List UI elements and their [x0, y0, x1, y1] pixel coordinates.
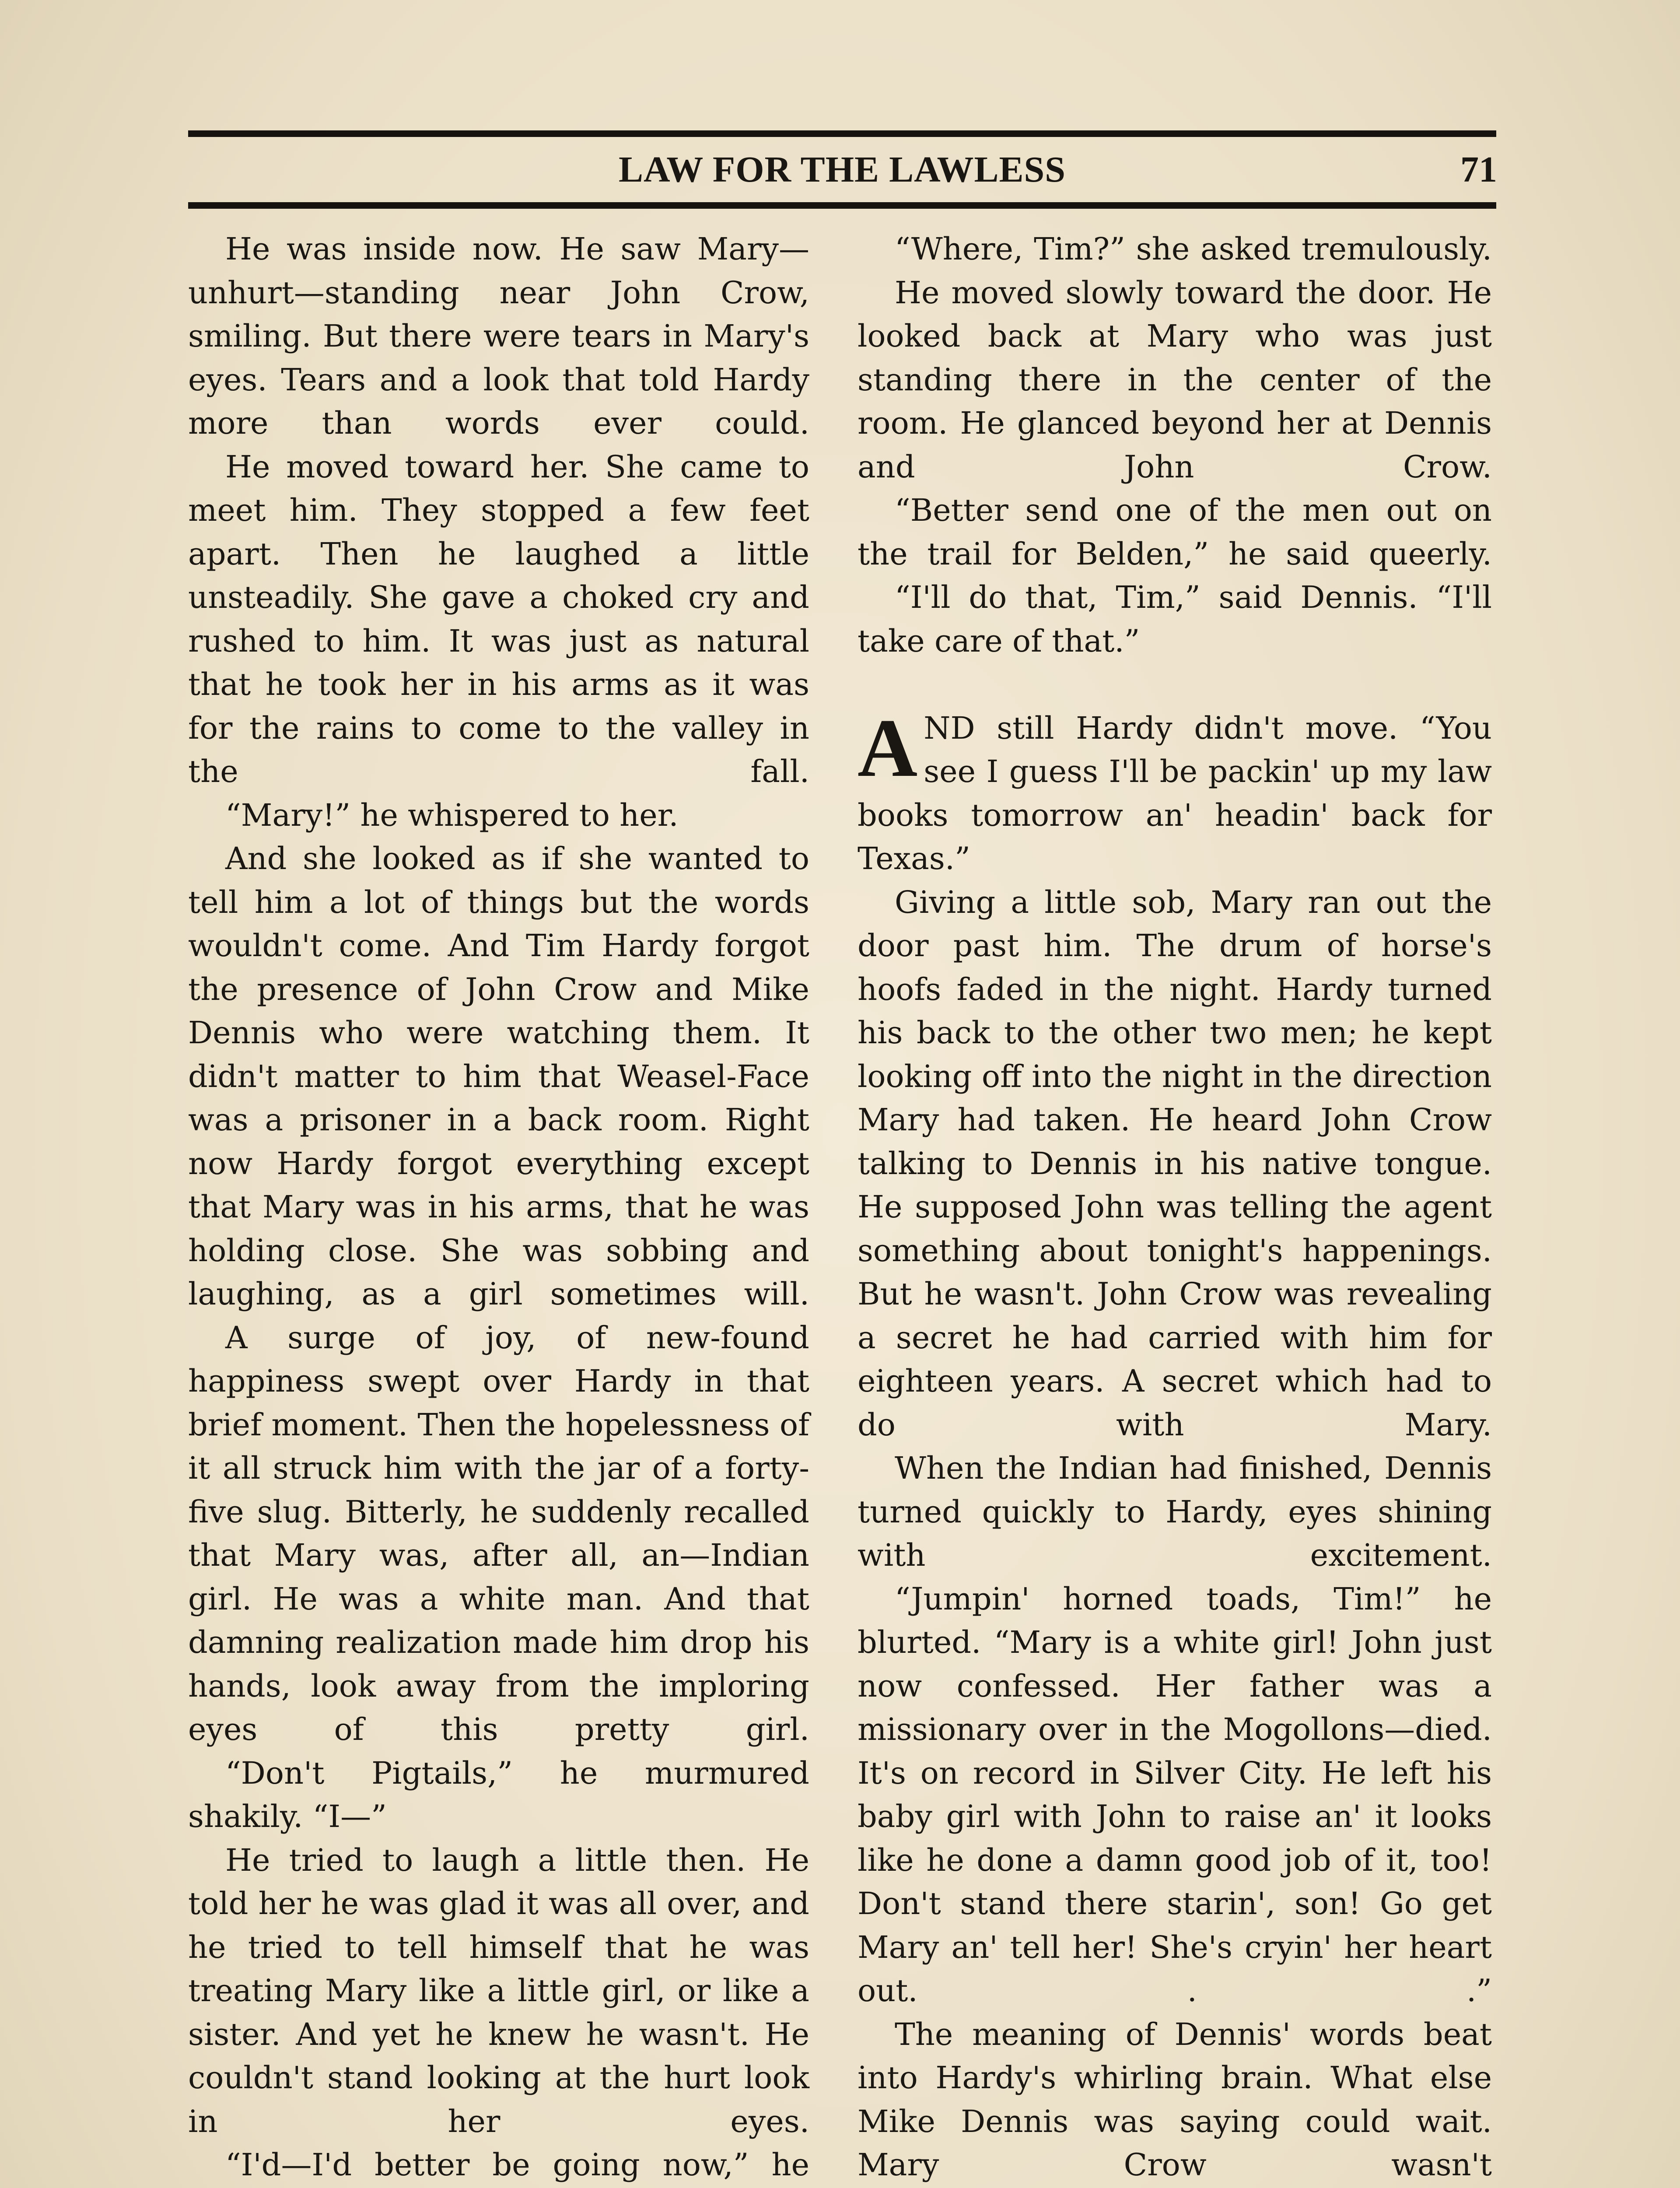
paragraph: When the Indian had finished, Dennis turned quickly to Hardy, eyes shining with excitement.: [858, 1450, 1492, 1573]
drop-cap-letter: A: [858, 702, 918, 794]
left-text-column: [188, 228, 809, 2188]
paragraph: He moved toward her. She came to meet him. They stopped a few feet apart. Then he laughed a little unsteadily. She gave a choked cry and rushed to him. It was just as natural that he took her in his arms as it was for the rains to come to the valley in the fall.: [188, 449, 809, 789]
paragraph: And she looked as if she wanted to tell him a lot of things but the words wouldn't come. And Tim Hardy forgot the presence of John Crow and Mike Dennis who were watching them. It didn't matter to him that Weasel-Face was a prisoner in a back room. Right now Hardy forgot everything except that Mary was in his arms, that he was holding close. She was sobbing and laughing, as a girl sometimes will.: [188, 841, 809, 1312]
paragraph: “Jumpin' horned toads, Tim!” he blurted. “Mary is a white girl! John just now confessed. Her father was a missionary over in the Mogollons—died. It's on record in Silver City. He left his baby girl with John to raise an' it looks like he done a damn good job of it, too! Don't stand there starin', son! Go get Mary an' tell her! She's cryin' her heart out. . .”: [858, 1581, 1492, 2009]
paragraph: “Don't Pigtails,” he murmured shakily. “I—”: [188, 1755, 809, 1834]
header-rule-top: [188, 130, 1496, 137]
right-text-column: [858, 228, 1492, 2187]
header-rule-bottom: [188, 202, 1496, 209]
paragraph: “I'd—I'd better be going now,” he: [225, 2147, 809, 2183]
drop-cap-paragraph-text: ND still Hardy didn't move. “You see I guess I'll be packin' up my law books tomorrow an' headin' back for Texas.”: [858, 710, 1492, 877]
paragraph: The meaning of Dennis' words beat into Hardy's whirling brain. What else Mike Dennis was saying could wait. Mary Crow wasn't: [858, 2016, 1492, 2183]
paragraph: He was inside now. He saw Mary—unhurt—standing near John Crow, smiling. But there were tears in Mary's eyes. Tears and a look that told Hardy more than words ever could.: [188, 231, 809, 441]
page-number: 71: [1460, 149, 1497, 190]
running-title: LAW FOR THE LAWLESS: [619, 149, 1066, 190]
paragraph: “Where, Tim?” she asked tremulously.: [895, 231, 1492, 267]
paragraph: Giving a little sob, Mary ran out the door past him. The drum of horse's hoofs faded in the night. Hardy turned his back to the other two men; he kept looking off into the night in the direction Mary had taken. He heard John Crow talking to Dennis in his native tongue. He supposed John was telling the agent something about tonight's happenings. But he wasn't. John Crow was revealing a secret he had carried with him for eighteen years. A secret which had to do with Mary.: [858, 884, 1492, 1443]
paragraph: “Mary!” he whispered to her.: [225, 797, 679, 833]
section-break: [858, 663, 1492, 707]
paragraph: He tried to laugh a little then. He told her he was glad it was all over, and he tried to tell himself that he was treating Mary like a little girl, or like a sister. And yet he knew he wasn't. He couldn't stand looking at the hurt look in her eyes.: [188, 1842, 809, 2139]
paragraph: A surge of joy, of new-found happiness swept over Hardy in that brief moment. Then the hopelessness of it all struck him with the jar of a forty-five slug. Bitterly, he suddenly recalled that Mary was, after all, an—Indian girl. He was a white man. And that damning realization made him drop his hands, look away from the imploring eyes of this pretty girl.: [188, 1319, 809, 1747]
paragraph: He moved slowly toward the door. He looked back at Mary who was just standing there in the center of the room. He glanced beyond her at Dennis and John Crow.: [858, 274, 1492, 485]
paragraph: “I'll do that, Tim,” said Dennis. “I'll take care of that.”: [858, 579, 1492, 659]
drop-cap-paragraph: [858, 702, 1492, 881]
paragraph: “Better send one of the men out on the trail for Belden,” he said queerly.: [858, 492, 1492, 572]
